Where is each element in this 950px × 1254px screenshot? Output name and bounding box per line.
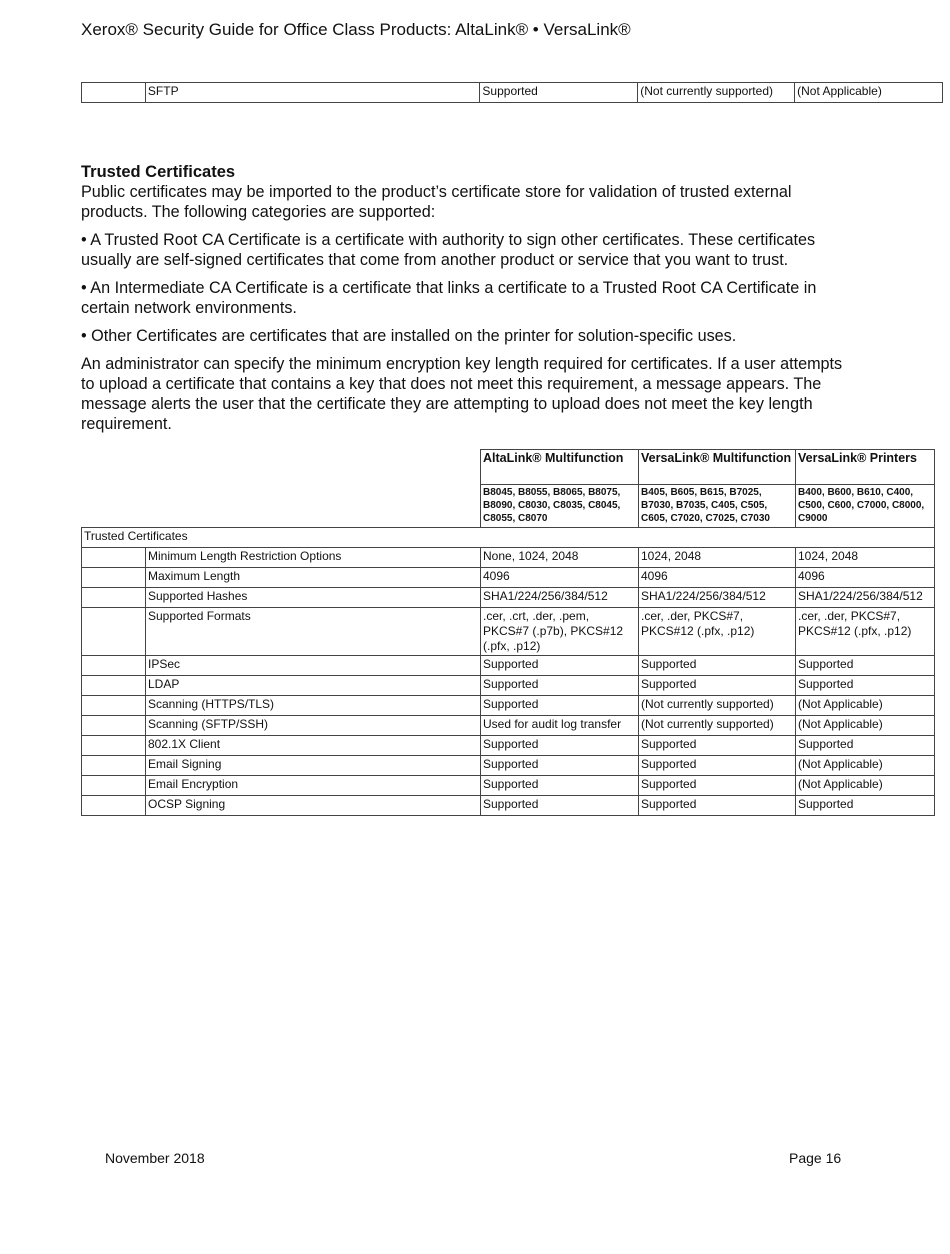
blank-cell [146, 485, 481, 528]
cell-versalink-mf: Supported [639, 756, 796, 776]
section-row [82, 528, 935, 548]
table-row [82, 548, 935, 568]
blank-cell [82, 776, 146, 796]
cell-versalink-mf: 1024, 2048 [639, 548, 796, 568]
section-label: Trusted Certificates [82, 528, 935, 548]
blank-cell [82, 796, 146, 816]
table-row [82, 588, 935, 608]
cell-versalink-printers: (Not Applicable) [796, 756, 935, 776]
table-cell [82, 83, 146, 103]
footer-page-number: Page 16 [789, 1150, 842, 1166]
cell-versalink-printers: Supported [796, 656, 935, 676]
table-row [82, 756, 935, 776]
table-row [82, 676, 935, 696]
cell-versalink-mf: Supported [639, 676, 796, 696]
blank-cell [82, 716, 146, 736]
row-label: Email Signing [146, 756, 481, 776]
sftp-table [81, 82, 943, 103]
cell-versalink-mf: (Not currently supported) [639, 716, 796, 736]
trusted-certificates-section [81, 162, 856, 442]
cell-altalink: Used for audit log transfer [481, 716, 639, 736]
blank-cell [82, 756, 146, 776]
row-label: 802.1X Client [146, 736, 481, 756]
cell-versalink-printers: SHA1/224/256/384/512 [796, 588, 935, 608]
row-label: LDAP [146, 676, 481, 696]
table-cell: SFTP [145, 83, 480, 103]
table-cell: Supported [480, 83, 638, 103]
blank-cell [82, 696, 146, 716]
table-cell: (Not currently supported) [638, 83, 795, 103]
cell-versalink-mf: Supported [639, 656, 796, 676]
cell-altalink: Supported [481, 696, 639, 716]
table-row [82, 83, 943, 103]
table-row [82, 736, 935, 756]
row-label: Email Encryption [146, 776, 481, 796]
cell-versalink-printers: (Not Applicable) [796, 716, 935, 736]
cell-altalink: Supported [481, 776, 639, 796]
table-row [82, 568, 935, 588]
cell-versalink-printers: Supported [796, 736, 935, 756]
row-label: OCSP Signing [146, 796, 481, 816]
blank-cell [82, 656, 146, 676]
cell-versalink-printers: .cer, .der, PKCS#7, PKCS#12 (.pfx, .p12) [796, 608, 935, 656]
blank-cell [82, 588, 146, 608]
cell-versalink-printers: Supported [796, 676, 935, 696]
row-label: Supported Hashes [146, 588, 481, 608]
row-label: IPSec [146, 656, 481, 676]
models-row [82, 485, 935, 528]
table-row [82, 716, 935, 736]
bullet-root-ca: • A Trusted Root CA Certificate is a certificate with authority to sign other certificates. These certificates usually are self-signed certificates that come from another product or service that you want to trust. [81, 231, 816, 269]
column-header-altalink: AltaLink® Multifunction [481, 450, 639, 485]
cell-versalink-printers: 1024, 2048 [796, 548, 935, 568]
cell-versalink-mf: Supported [639, 776, 796, 796]
row-label: Scanning (HTTPS/TLS) [146, 696, 481, 716]
row-label: Minimum Length Restriction Options [146, 548, 481, 568]
table-body [82, 548, 935, 816]
bullet-intermediate-ca: • An Intermediate CA Certificate is a certificate that links a certificate to a Trusted Root CA Certificate in certain network environments. [81, 279, 817, 317]
cell-altalink: .cer, .crt, .der, .pem, PKCS#7 (.p7b), PKCS#12 (.pfx, .p12) [481, 608, 639, 656]
cell-versalink-printers: (Not Applicable) [796, 776, 935, 796]
cell-altalink: Supported [481, 796, 639, 816]
table-row [82, 696, 935, 716]
cell-versalink-mf: SHA1/224/256/384/512 [639, 588, 796, 608]
blank-cell [82, 568, 146, 588]
column-header-versalink-mf: VersaLink® Multifunction [639, 450, 796, 485]
cell-versalink-mf: Supported [639, 736, 796, 756]
trusted-certificates-table [81, 449, 935, 816]
cell-altalink: 4096 [481, 568, 639, 588]
blank-cell [82, 485, 146, 528]
blank-cell [82, 676, 146, 696]
table-row [82, 656, 935, 676]
blank-cell [82, 736, 146, 756]
blank-cell [82, 548, 146, 568]
cell-versalink-mf: Supported [639, 796, 796, 816]
key-length-paragraph: An administrator can specify the minimum encryption key length required for certificates. If a user attempts to upload a certificate that contains a key that does not meet this requirement, a message appears. The message alerts the user that the certificate they are attempting to upload does not meet the key length requirement. [81, 355, 843, 433]
cell-altalink: Supported [481, 676, 639, 696]
cell-altalink: None, 1024, 2048 [481, 548, 639, 568]
table-row [82, 776, 935, 796]
page-header: Xerox® Security Guide for Office Class Products: AltaLink® • VersaLink® [81, 20, 631, 39]
column-header-versalink-printers: VersaLink® Printers [796, 450, 935, 485]
bullet-other-certificates: • Other Certificates are certificates that are installed on the printer for solution-specific uses. [81, 327, 737, 345]
cell-versalink-mf: (Not currently supported) [639, 696, 796, 716]
cell-versalink-printers: Supported [796, 796, 935, 816]
models-altalink: B8045, B8055, B8065, B8075, B8090, C8030, C8035, C8045, C8055, C8070 [481, 485, 639, 528]
cell-versalink-printers: 4096 [796, 568, 935, 588]
header-row [82, 450, 935, 485]
row-label: Maximum Length [146, 568, 481, 588]
cell-versalink-mf: 4096 [639, 568, 796, 588]
table-row [82, 796, 935, 816]
cell-versalink-mf: .cer, .der, PKCS#7, PKCS#12 (.pfx, .p12) [639, 608, 796, 656]
cell-altalink: SHA1/224/256/384/512 [481, 588, 639, 608]
cell-altalink: Supported [481, 656, 639, 676]
section-heading: Trusted Certificates [81, 163, 236, 181]
table-row [82, 608, 935, 656]
row-label: Scanning (SFTP/SSH) [146, 716, 481, 736]
table-cell: (Not Applicable) [795, 83, 943, 103]
intro-paragraph: Public certificates may be imported to the product’s certificate store for validation of trusted external products. The following categories are supported: [81, 183, 792, 221]
blank-cell [82, 608, 146, 656]
row-label: Supported Formats [146, 608, 481, 656]
cell-altalink: Supported [481, 756, 639, 776]
blank-cell [146, 450, 481, 485]
models-versalink-printers: B400, B600, B610, C400, C500, C600, C7000, C8000, C9000 [796, 485, 935, 528]
cell-versalink-printers: (Not Applicable) [796, 696, 935, 716]
footer-date: November 2018 [105, 1150, 205, 1166]
blank-cell [82, 450, 146, 485]
models-versalink-mf: B405, B605, B615, B7025, B7030, B7035, C405, C505, C605, C7020, C7025, C7030 [639, 485, 796, 528]
cell-altalink: Supported [481, 736, 639, 756]
